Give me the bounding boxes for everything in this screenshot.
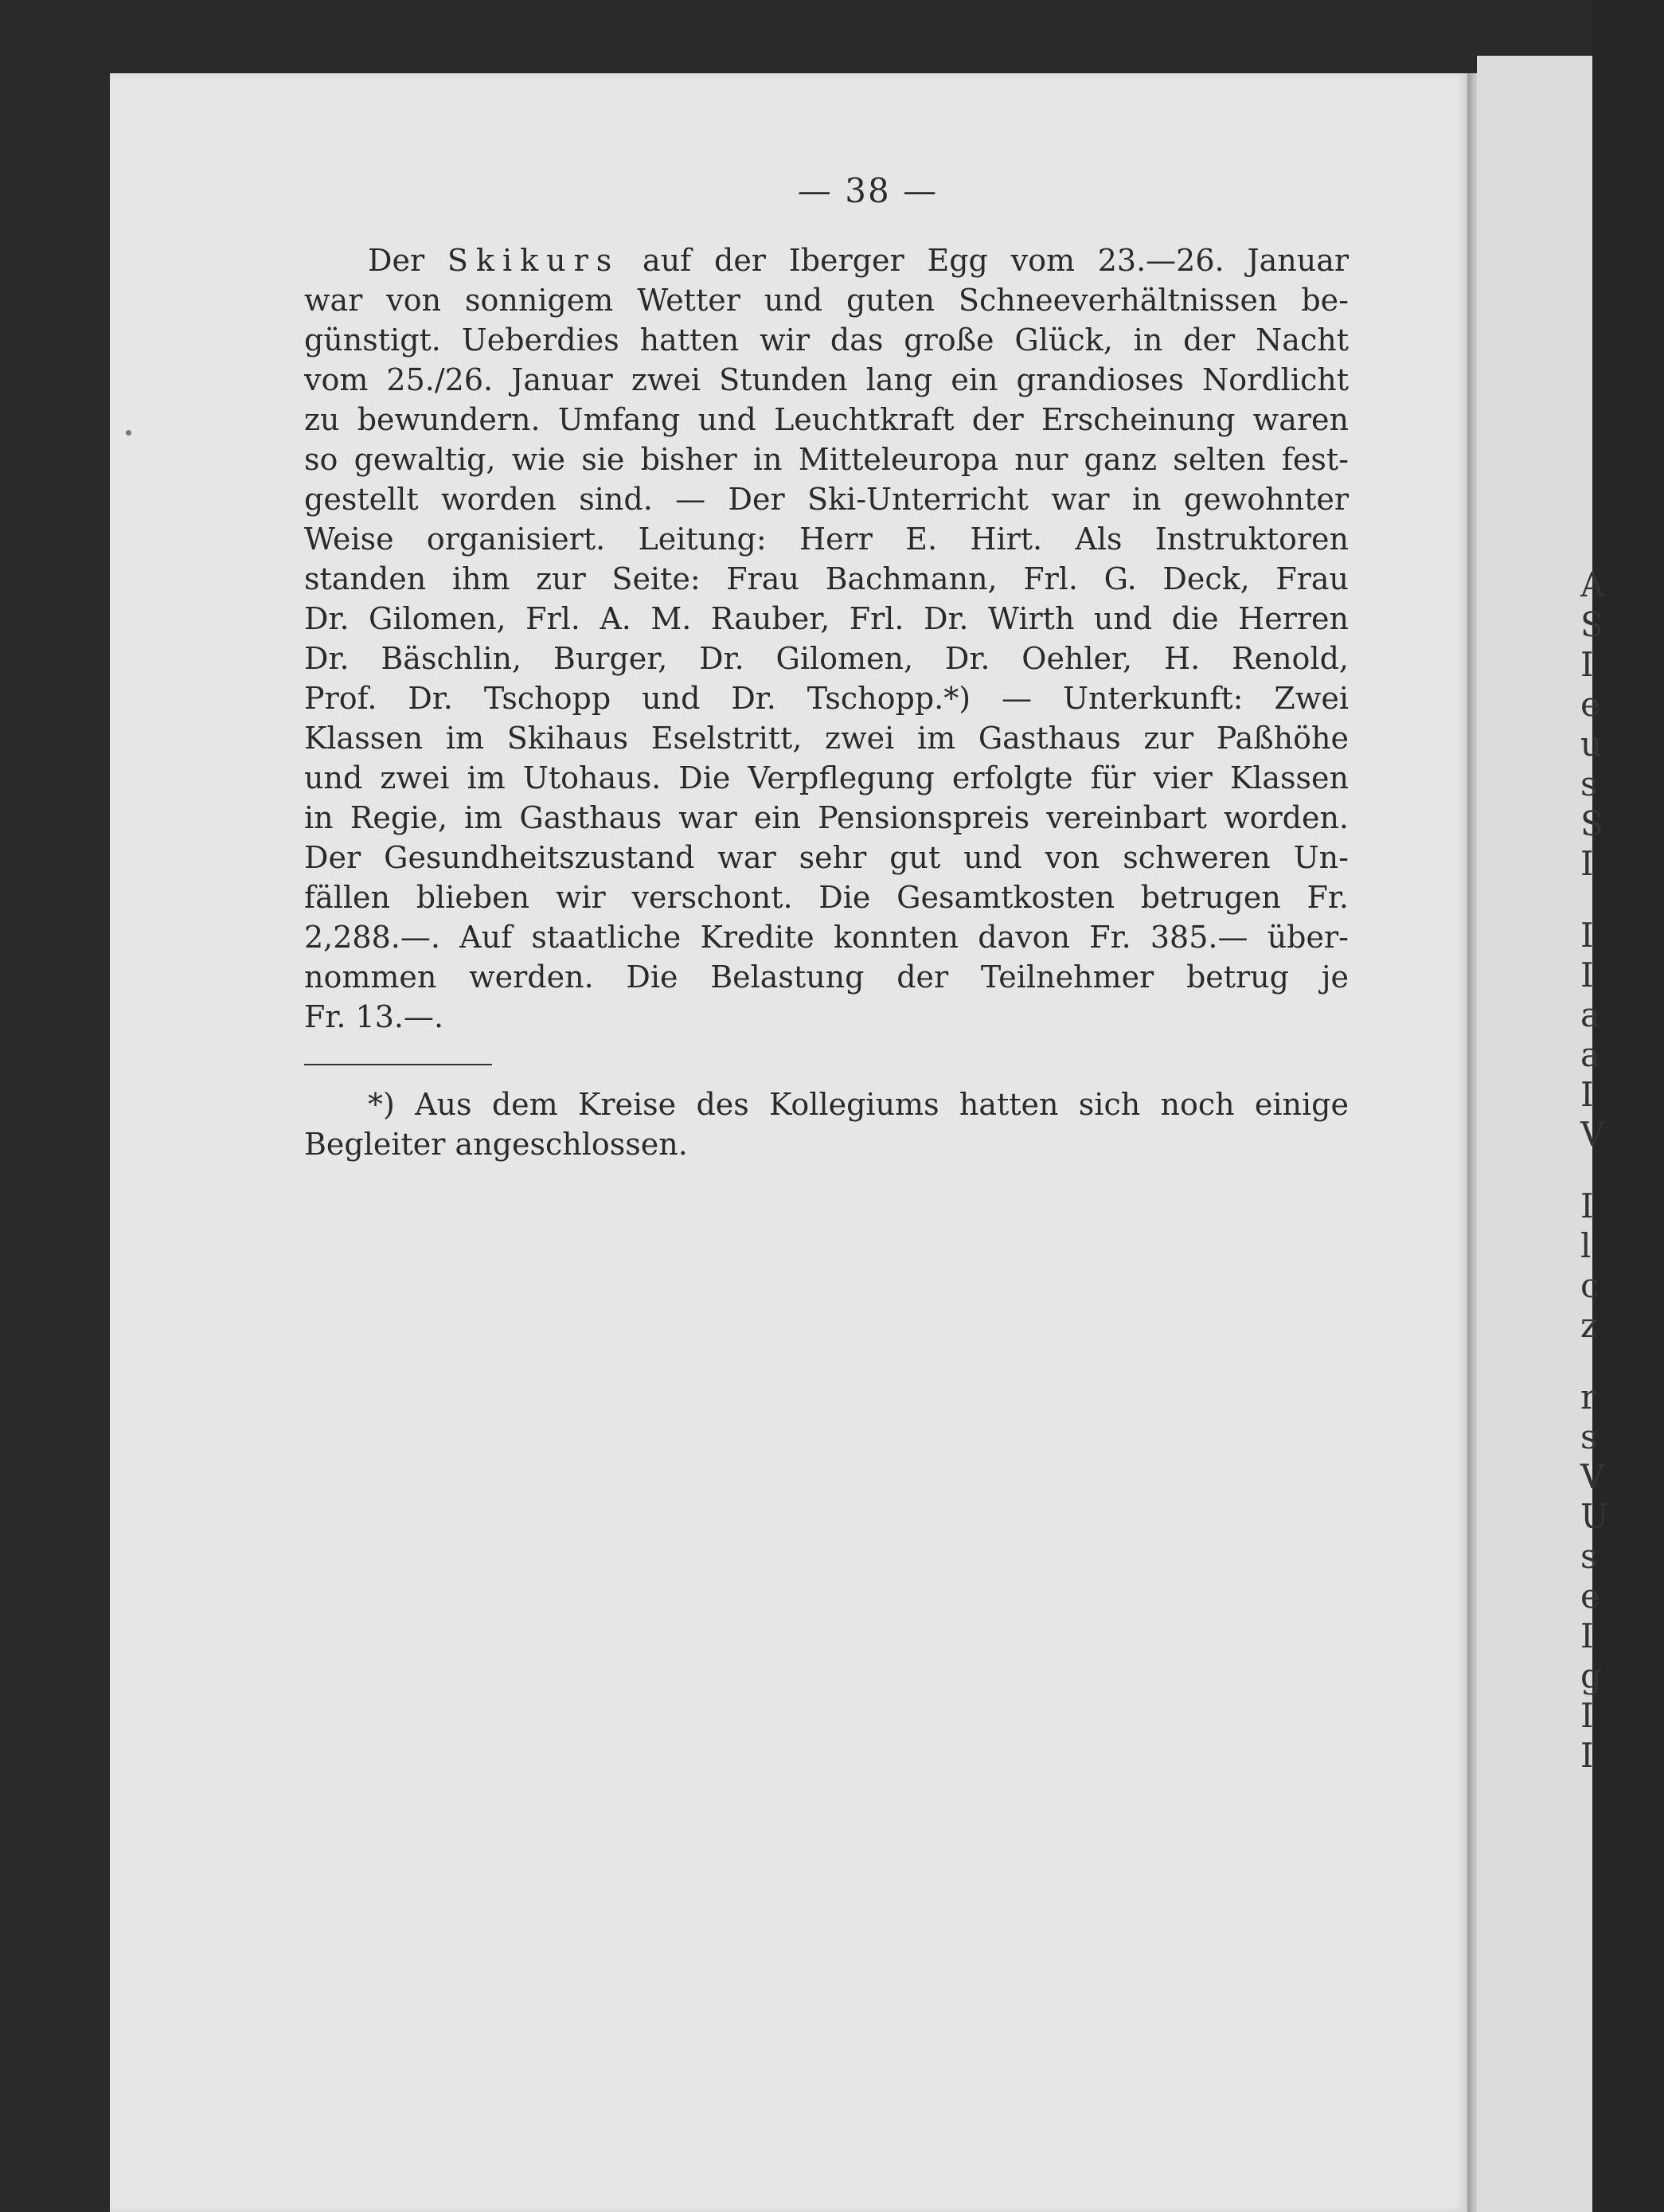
paragraph-line: Dr. Bäschlin, Burger, Dr. Gilomen, Dr. Oehler, H. Renold,: [304, 641, 1349, 676]
book-spine-shadow: [1467, 73, 1477, 2212]
bleed-letter: l: [1580, 1226, 1592, 1265]
paragraph-line: fällen blieben wir verschont. Die Gesamtkosten betrugen Fr.: [304, 880, 1349, 915]
paragraph-line: in Regie, im Gasthaus war ein Pensionspreis vereinbart worden.: [304, 800, 1349, 835]
bleed-letter: I: [1580, 1736, 1594, 1775]
bleed-letter: I: [1580, 1696, 1594, 1735]
bleed-letter: S: [1580, 605, 1603, 644]
paragraph-line: Prof. Dr. Tschopp und Dr. Tschopp.*) — Unterkunft: Zwei: [304, 681, 1349, 716]
bleed-letter: I: [1580, 916, 1594, 955]
bleed-letter: s: [1580, 764, 1598, 803]
paragraph-line: zu bewundern. Umfang und Leuchtkraft der Erscheinung waren: [304, 402, 1349, 437]
bleed-letter: u: [1580, 725, 1603, 764]
opening-words: Der: [368, 243, 447, 278]
bleed-letter: I: [1580, 844, 1594, 883]
line-remainder: auf der Iberger Egg vom 23.—26. Januar: [619, 243, 1350, 278]
bleed-letter: V: [1580, 1457, 1605, 1496]
paragraph-line: gestellt worden sind. — Der Ski-Unterricht war in gewohnter: [304, 482, 1349, 517]
paragraph-line: 2,288.—. Auf staatliche Kredite konnten davon Fr. 385.— über-: [304, 920, 1349, 955]
footnote: [304, 1085, 1349, 1164]
bleed-letter: a: [1580, 1035, 1601, 1074]
paragraph-line: war von sonnigem Wetter und guten Schneeverhältnissen be-: [304, 283, 1349, 318]
bleed-letter: s: [1580, 1537, 1598, 1576]
paragraph-line: Fr. 13.—.: [304, 999, 444, 1034]
paragraph-line: Weise organisiert. Leitung: Herr E. Hirt. Als Instruktoren: [304, 522, 1349, 557]
footnote-line: Begleiter angeschlossen.: [304, 1127, 688, 1162]
bleed-letter: g: [1580, 1656, 1602, 1695]
adjacent-page-edge: [1477, 56, 1609, 2212]
footnote-line: *) Aus dem Kreise des Kollegiums hatten sich noch einige: [368, 1087, 1349, 1122]
paragraph-line: so gewaltig, wie sie bisher in Mitteleuropa nur ganz selten fest-: [304, 442, 1349, 477]
paragraph-line: vom 25./26. Januar zwei Stunden lang ein grandioses Nordlicht: [304, 362, 1349, 397]
bleed-letter: I: [1580, 956, 1594, 995]
paragraph-line: Klassen im Skihaus Eselstritt, zwei im Gasthaus zur Paßhöhe: [304, 721, 1349, 756]
main-paragraph: [304, 240, 1349, 1037]
paragraph-line: nommen werden. Die Belastung der Teilnehmer betrug je: [304, 959, 1349, 995]
bleed-letter: r: [1580, 1378, 1597, 1417]
paper-speck: [126, 430, 131, 436]
bleed-letter: V: [1580, 1115, 1605, 1154]
paragraph-line: standen ihm zur Seite: Frau Bachmann, Frl. G. Deck, Frau: [304, 561, 1349, 596]
bleed-letter: I: [1580, 1075, 1594, 1114]
page-number: — 38 —: [797, 171, 939, 210]
bleed-letter: s: [1580, 1417, 1598, 1456]
paragraph-line: [304, 240, 1349, 280]
paragraph-line: günstigt. Ueberdies hatten wir das große Glück, in der Nacht: [304, 322, 1349, 358]
bleed-letter: z: [1580, 1306, 1599, 1345]
bleed-letter: a: [1580, 995, 1601, 1034]
paragraph-line: Dr. Gilomen, Frl. A. M. Rauber, Frl. Dr. Wirth und die Herren: [304, 601, 1349, 636]
bleed-letter: I: [1580, 1186, 1594, 1225]
bleed-letter: A: [1580, 565, 1605, 604]
emphasized-word: Skikurs: [447, 243, 620, 278]
bleed-letter: e: [1580, 685, 1600, 724]
bleed-letter: I: [1580, 1616, 1594, 1655]
paragraph-line: und zwei im Utohaus. Die Verpflegung erfolgte für vier Klassen: [304, 760, 1349, 795]
bleed-letter: I: [1580, 645, 1594, 684]
bleed-letter: c: [1580, 1266, 1600, 1305]
bleed-letter: U: [1580, 1497, 1609, 1536]
footnote-divider: [304, 1064, 492, 1065]
paragraph-line: Der Gesundheitszustand war sehr gut und von schweren Un-: [304, 840, 1349, 875]
bleed-letter: S: [1580, 804, 1603, 843]
bleed-letter: e: [1580, 1577, 1600, 1616]
